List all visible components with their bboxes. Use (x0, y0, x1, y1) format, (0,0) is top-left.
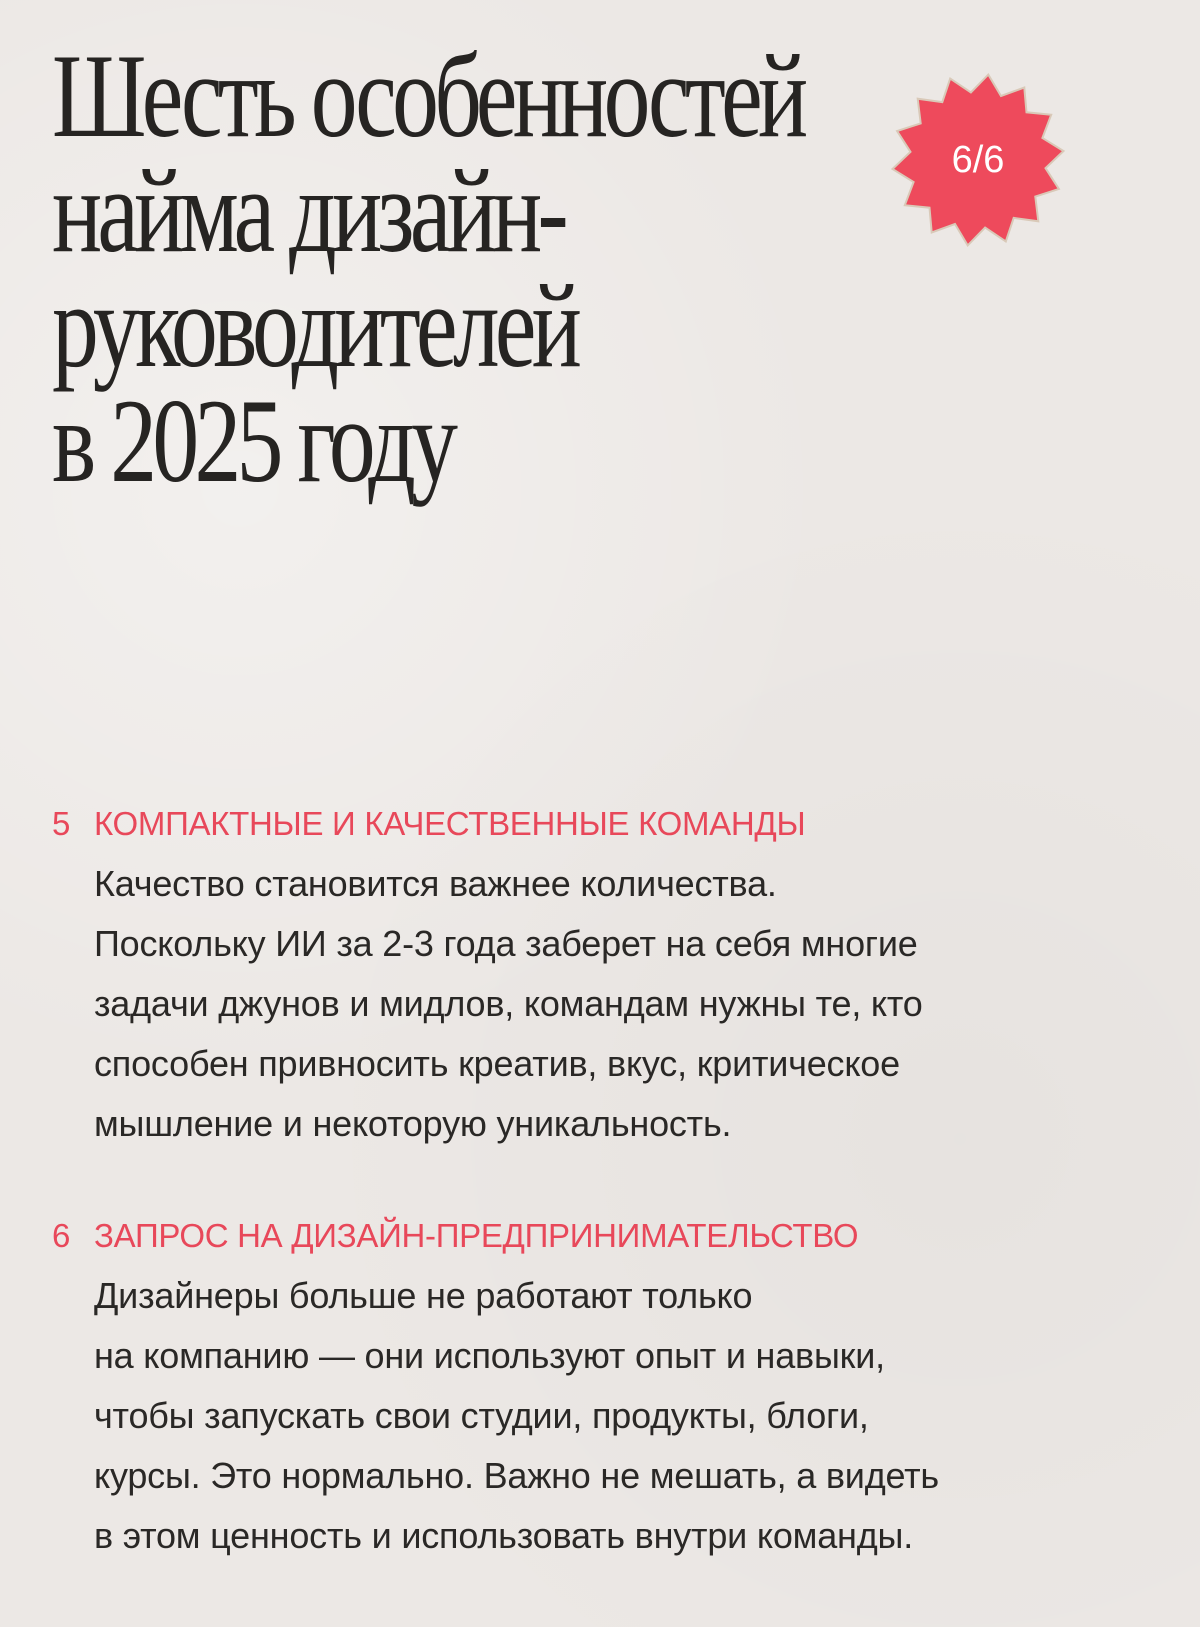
title-line: в 2025 году (52, 374, 454, 507)
page-counter-label: 6/6 (951, 139, 1005, 181)
body-line: мышление и некоторую уникальность. (94, 1103, 732, 1144)
body-line: Дизайнеры больше не работают только (94, 1275, 753, 1316)
body-line: Качество становится важнее количества. (94, 863, 777, 904)
section-number: 5 (52, 805, 71, 842)
title-line: руководителей (52, 259, 578, 392)
body-line: в этом ценность и использовать внутри команды. (94, 1515, 913, 1556)
body-line: курсы. Это нормально. Важно не мешать, а видеть (94, 1455, 939, 1496)
section-heading: КОМПАКТНЫЕ И КАЧЕСТВЕННЫЕ КОМАНДЫ (94, 805, 806, 842)
body-line: способен привносить креатив, вкус, критическое (94, 1043, 900, 1084)
title-line: Шесть особенностей (52, 29, 804, 162)
feature-section-6 (52, 1216, 1152, 1566)
body-line: на компанию — они используют опыт и навыки, (94, 1335, 885, 1376)
body-line: чтобы запускать свои студии, продукты, блоги, (94, 1395, 869, 1436)
section-heading: ЗАПРОС НА ДИЗАЙН-ПРЕДПРИНИМАТЕЛЬСТВО (94, 1217, 859, 1254)
title-line: найма дизайн- (52, 144, 565, 277)
page-title (52, 29, 804, 507)
section-body (94, 1266, 1152, 1566)
section-body (94, 854, 1152, 1154)
section-number: 6 (52, 1217, 71, 1254)
page-counter-badge (888, 70, 1068, 250)
body-line: задачи джунов и мидлов, командам нужны те, кто (94, 983, 923, 1024)
feature-section-5 (52, 804, 1152, 1154)
body-line: Поскольку ИИ за 2-3 года заберет на себя многие (94, 923, 918, 964)
